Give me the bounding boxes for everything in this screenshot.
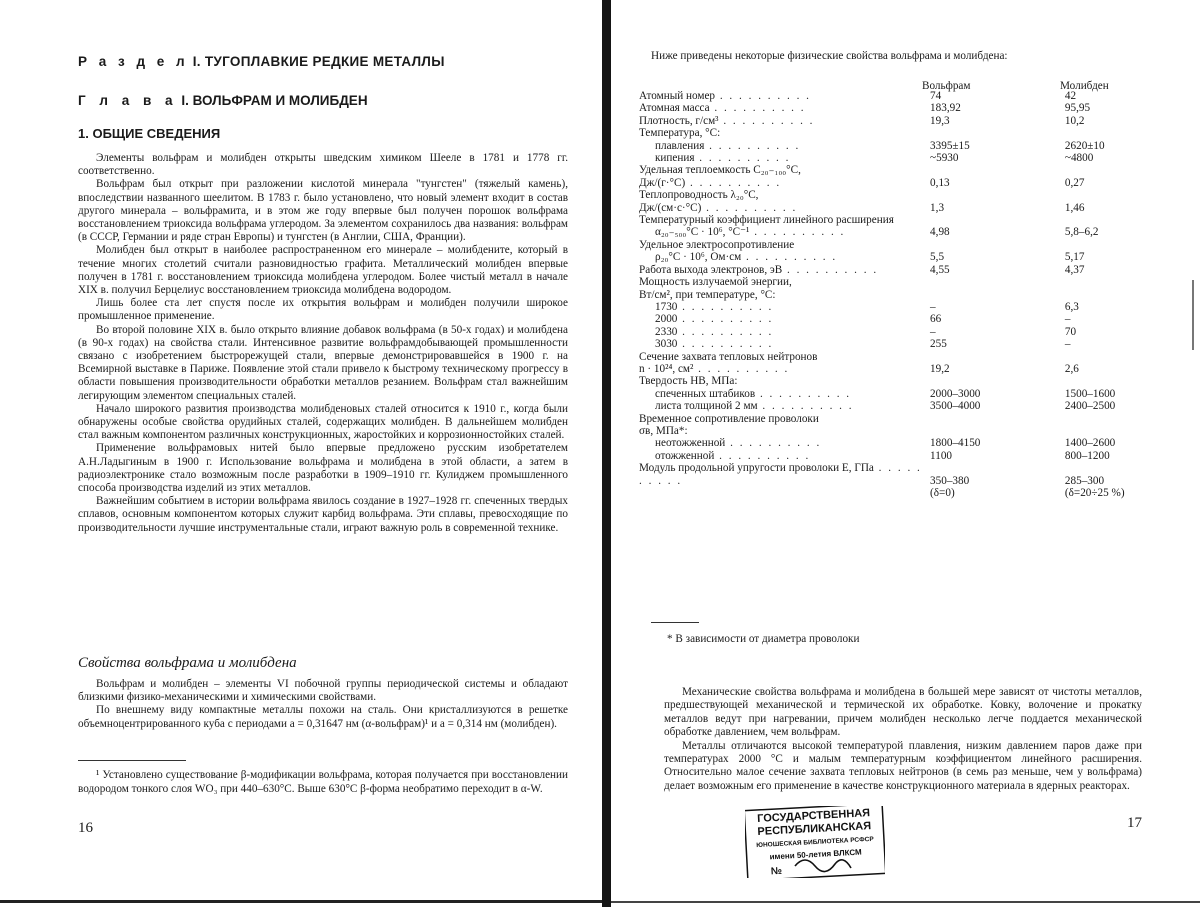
table-row xyxy=(639,189,1199,201)
property-label: Работа выхода электронов, эВ . . . xyxy=(639,264,930,276)
property-label: Температурный коэффициент линейного расширения xyxy=(639,214,894,227)
molybdenum-value xyxy=(1065,214,1199,226)
table-row xyxy=(639,289,1199,301)
molybdenum-value xyxy=(1065,289,1199,301)
left-page xyxy=(0,0,602,900)
table-row xyxy=(639,400,1199,412)
property-label xyxy=(639,487,930,499)
molybdenum-value xyxy=(1065,239,1199,251)
page-bottom-edge-left xyxy=(0,900,602,903)
table-row xyxy=(639,462,1199,487)
property-label: Модуль продольной упругости проволоки E, ГПа . . . xyxy=(639,462,930,487)
tungsten-value: 3500–4000 xyxy=(930,400,981,413)
footnote-rule xyxy=(78,760,186,761)
table-row xyxy=(639,264,1199,276)
property-label: Удельная теплоемкость C₂₀₋₁₀₀°C, xyxy=(639,164,801,177)
tungsten-value: (δ=0) xyxy=(930,487,955,499)
table-row xyxy=(639,351,1199,363)
tungsten-value: 1,3 xyxy=(930,201,945,214)
tungsten-value: 1100 xyxy=(930,449,953,462)
stamp-handwritten-number xyxy=(795,860,851,872)
stamp-line-1: ГОСУДАРСТВЕННАЯ xyxy=(756,807,871,825)
molybdenum-value: 10,2 xyxy=(1064,114,1085,127)
tungsten-value: 74 xyxy=(930,90,942,102)
section-label: Р а з д е л xyxy=(78,54,189,69)
table-row xyxy=(639,90,1199,102)
property-label: Дж/(см·с·°С) . . . xyxy=(639,202,930,214)
properties-subheading: Свойства вольфрама и молибдена xyxy=(78,655,297,671)
property-label: n · 10²⁴, см² . . . xyxy=(639,363,930,375)
property-label: σв, МПа*: xyxy=(639,424,688,437)
property-label: отожженной . . . xyxy=(639,450,930,462)
paragraph: Вольфрам и молибден – элементы VI побочной группы периодической системы и обладают близкими физико-механическими и химическими свойствами. xyxy=(78,678,568,704)
molybdenum-value: – xyxy=(1064,338,1071,351)
property-label: ρ₂₀°C · 10⁶, Ом·см . . . xyxy=(639,251,930,263)
property-label: кипения . . . xyxy=(639,152,930,164)
tungsten-value: 5,5 xyxy=(930,251,945,264)
tungsten-value: – xyxy=(930,300,936,313)
chapter-label: Г л а в а xyxy=(78,93,178,108)
body-text-properties xyxy=(78,678,568,731)
table-row xyxy=(639,437,1199,449)
section-title xyxy=(78,54,445,69)
tungsten-value xyxy=(930,189,1065,201)
table-row xyxy=(639,102,1199,114)
property-label: Атомная масса . . . xyxy=(639,102,930,114)
tungsten-value: – xyxy=(930,325,936,338)
tungsten-value: 3395±15 xyxy=(930,139,970,152)
paragraph: Металлы отличаются высокой температурой плавления, низким давлением паров даже при температурах 2000 °С и малым температурным коэффициентом линейного расширения. Относительно малое сечение захвата тепловых нейтронов (в семь раз меньше, чем у вольфрама) делает возможным его применение в качестве конструкционного материала в ядерных реакторах. xyxy=(664,739,1142,792)
chapter-title xyxy=(78,93,368,108)
footnote-star: * В зависимости от диаметра проволоки xyxy=(667,633,860,645)
molybdenum-value: 5,8–6,2 xyxy=(1064,226,1099,239)
paragraph: Вольфрам был открыт при разложении кислотой минерала "тунгстен" (тяжелый камень), впоследствии названного шеелитом. В 1783 г. было установлено, что новый элемент входит в состав другого минерала – вольфрамита, и в этом же году впервые был получен порошок вольфрама восстановлением триоксида вольфрама углеродом. За элементом сохранилось два названия: вольфрам (в СССР, Германии и ряде стран Европы) и тунгстен (в Англии, США, Франции). xyxy=(78,178,568,244)
table-row xyxy=(639,413,1199,425)
tungsten-value: 2000–3000 xyxy=(930,387,981,400)
property-label: Температура, °С: xyxy=(639,127,721,140)
molybdenum-value: 0,27 xyxy=(1064,176,1085,189)
property-label: Дж/(г·°С) . . . xyxy=(639,177,930,189)
table-row xyxy=(639,152,1199,164)
table-row xyxy=(639,239,1199,251)
molybdenum-value: 800–1200 xyxy=(1064,449,1110,462)
table-row xyxy=(639,202,1199,214)
stamp-line-5: № xyxy=(770,865,783,878)
paragraph: Важнейшим событием в истории вольфрама явилось создание в 1927–1928 гг. спеченных твердых сплавов, основным компонентом которых служит карбид вольфрама. Эти сплавы, превосходящие по производительности лучшие инструментальные стали, играют важную роль в современной технике. xyxy=(78,495,568,534)
molybdenum-value: 70 xyxy=(1064,325,1077,338)
subsection-heading: 1. ОБЩИЕ СВЕДЕНИЯ xyxy=(78,126,221,141)
table-row xyxy=(639,338,1199,350)
table-row xyxy=(639,326,1199,338)
properties-table xyxy=(639,90,1199,499)
table-row xyxy=(639,450,1199,462)
tungsten-value xyxy=(930,127,1065,139)
molybdenum-value: 2620±10 xyxy=(1064,139,1105,152)
molybdenum-value: 1500–1600 xyxy=(1064,387,1116,400)
tungsten-value xyxy=(930,289,1065,301)
molybdenum-value xyxy=(1065,375,1199,387)
table-row xyxy=(639,487,1199,499)
tungsten-value xyxy=(930,351,1065,363)
page-number-right: 17 xyxy=(1127,815,1142,831)
paragraph: По внешнему виду компактные металлы похожи на сталь. Они кристаллизуются в решетке объемноцентрированного куба с периодами a = 0,31647 нм (α-вольфрам)¹ и a = 0,314 нм (молибден). xyxy=(78,704,568,730)
tungsten-value xyxy=(930,276,1065,288)
table-row xyxy=(639,388,1199,400)
body-text-right xyxy=(664,686,1142,793)
paragraph: Молибден был открыт в наиболее распространенном его минерале – молибдените, который в течение многих столетий считали разновидностью графита. Металлический молибден впервые получен в 1781 г. восстановлением триоксида молибдена углеродом. Более чистый металл в начале XIX в. получил Берцелиус восстановлением триоксида молибдена водородом. xyxy=(78,244,568,297)
table-row xyxy=(639,251,1199,263)
tungsten-value xyxy=(930,239,1065,251)
column-header-molybdenum: Молибден xyxy=(1060,80,1109,92)
property-label: Твердость НВ, МПа: xyxy=(639,375,738,388)
property-label: неотожженной . . . xyxy=(639,437,930,449)
property-label: Мощность излучаемой энергии, xyxy=(639,276,792,289)
table-row xyxy=(639,313,1199,325)
page-bottom-edge-right xyxy=(611,901,1200,903)
tungsten-value: 4,98 xyxy=(930,226,950,239)
tungsten-value: 19,3 xyxy=(930,114,950,127)
body-text-general xyxy=(78,152,568,535)
property-label: Удельное электросопротивление xyxy=(639,238,795,251)
paragraph: Лишь более ста лет спустя после их открытия вольфрам и молибден получили широкое промышленное применение. xyxy=(78,297,568,323)
property-label: α₂₀₋₅₀₀°C · 10⁶, °С⁻¹ . . . xyxy=(639,226,930,238)
section-title-text: ТУГОПЛАВКИЕ РЕДКИЕ МЕТАЛЛЫ xyxy=(204,54,445,69)
table-row xyxy=(639,164,1199,176)
table-row xyxy=(639,140,1199,152)
property-label: 3030 . . . xyxy=(639,338,930,350)
book-spine xyxy=(602,0,611,907)
property-label: 2330 . . . xyxy=(639,326,930,338)
tungsten-value: 0,13 xyxy=(930,176,950,189)
molybdenum-value: 6,3 xyxy=(1064,300,1079,313)
molybdenum-value: 1,46 xyxy=(1064,201,1085,214)
property-label: Вт/см², при температуре, °С: xyxy=(639,288,776,301)
table-row xyxy=(639,375,1199,387)
molybdenum-value: (δ=20÷25 %) xyxy=(1064,487,1125,499)
chapter-title-text: ВОЛЬФРАМ И МОЛИБДЕН xyxy=(192,93,368,108)
property-label: 1730 . . . xyxy=(639,301,930,313)
molybdenum-value xyxy=(1065,276,1199,288)
chapter-number: I. xyxy=(181,93,189,108)
molybdenum-value xyxy=(1065,351,1199,363)
paragraph: Применение вольфрамовых нитей было впервые предложено русским изобретателем А.Н.Ладыгиным в 1900 г. Использование вольфрама и молибдена в этой области, а затем в радиоэлектронике стало возможным после разработки в 1909–1910 гг. Кулиджем промышленного способа производства изделий из этих металлов. xyxy=(78,442,568,495)
tungsten-value: 4,55 xyxy=(930,263,950,276)
footnote-text: ¹ Установлено существование β-модификации вольфрама, которая получается при восстановлении водородом тонкого слоя WO₃ при 440–630°С. Выше 630°С β-форма необратимо переходит в α-W. xyxy=(78,769,568,795)
molybdenum-value: 95,95 xyxy=(1064,102,1091,115)
stamp-line-4: имени 50-летия ВЛКСМ xyxy=(769,847,862,862)
property-label: Теплопроводность λ₂₀°C, xyxy=(639,189,759,202)
property-label: спеченных штабиков . . . xyxy=(639,388,930,400)
molybdenum-value xyxy=(1065,413,1199,425)
table-row xyxy=(639,425,1199,437)
paragraph: Начало широкого развития производства молибденовых сталей относится к 1910 г., когда были обнаружены особые свойства орудийных сталей, содержащих молибден. В дальнейшем молибден стал важным компонентом различных конструкционных, жаростойких и коррозионностойких сталей. xyxy=(78,402,568,442)
tungsten-value: ~5930 xyxy=(930,152,959,165)
table-row xyxy=(639,226,1199,238)
molybdenum-value: 4,37 xyxy=(1064,263,1085,276)
property-label: плавления . . . xyxy=(639,140,930,152)
paragraph: Механические свойства вольфрама и молибдена в большей мере зависят от чистоты металлов, предшествующей механической и термической их обработке. Ковку, волочение и прокатку металлов ведут при нагревании, причем молибден несколько легче поддается механической обработке давлением, чем вольфрам. xyxy=(664,686,1142,739)
molybdenum-value: ~4800 xyxy=(1064,152,1094,165)
tungsten-value: 350–380 xyxy=(930,474,970,487)
molybdenum-value: 1400–2600 xyxy=(1064,437,1116,450)
molybdenum-value xyxy=(1065,127,1199,139)
property-label: Временное сопротивление проволоки xyxy=(639,412,819,425)
table-row xyxy=(639,127,1199,139)
tungsten-value: 183,92 xyxy=(930,102,961,115)
molybdenum-value: – xyxy=(1064,313,1071,326)
table-intro: Ниже приведены некоторые физические свойства вольфрама и молибдена: xyxy=(651,50,1008,62)
property-label: Плотность, г/см³ . . . xyxy=(639,115,930,127)
tungsten-value xyxy=(930,214,1065,226)
footnote-rule-right xyxy=(651,622,699,623)
table-row xyxy=(639,214,1199,226)
paragraph: Во второй половине XIX в. было открыто влияние добавок вольфрама (в 50-х годах) и молибдена (в 90-х годах) на свойства стали. Интенсивное развитие вольфрамдобывающей промышленности связано с изобретением быстрорежущей стали, впервые демонстрировавшейся в 1900 г. на Всемирной выставке в Париже. Появление этой стали привело к быстрому техническому прогрессу в области повышения производительности обработки металлов резанием. Вольфрам стал важнейшим легирующим элементом специальных сталей. xyxy=(78,323,568,402)
table-row xyxy=(639,177,1199,189)
tungsten-value: 19,2 xyxy=(930,362,950,375)
tungsten-value xyxy=(930,425,1065,437)
molybdenum-value: 285–300 xyxy=(1064,474,1105,487)
footnote xyxy=(78,769,568,796)
molybdenum-value: 2400–2500 xyxy=(1064,400,1116,413)
table-row xyxy=(639,363,1199,375)
tungsten-value xyxy=(930,375,1065,387)
property-label: Атомный номер . . . xyxy=(639,90,930,102)
molybdenum-value: 5,17 xyxy=(1064,251,1085,264)
molybdenum-value xyxy=(1065,164,1199,176)
stamp-line-2: РЕСПУБЛИКАНСКАЯ xyxy=(757,820,872,838)
molybdenum-value: 2,6 xyxy=(1064,362,1079,375)
tungsten-value: 1800–4150 xyxy=(930,437,981,450)
molybdenum-value: 42 xyxy=(1064,90,1077,102)
library-stamp xyxy=(745,806,885,878)
property-label: листа толщиной 2 мм . . . xyxy=(639,400,930,412)
molybdenum-value xyxy=(1065,189,1199,201)
tungsten-value xyxy=(930,413,1065,425)
table-row xyxy=(639,115,1199,127)
column-header-tungsten: Вольфрам xyxy=(922,80,971,92)
tungsten-value xyxy=(930,164,1065,176)
section-number: I. xyxy=(192,54,201,69)
property-label: 2000 . . . xyxy=(639,313,930,325)
table-row xyxy=(639,301,1199,313)
tungsten-value: 66 xyxy=(930,313,942,326)
table-row xyxy=(639,276,1199,288)
paragraph: Элементы вольфрам и молибден открыты шведским химиком Шееле в 1781 и 1778 гг. соответственно. xyxy=(78,152,568,178)
tungsten-value: 255 xyxy=(930,338,947,351)
molybdenum-value xyxy=(1065,425,1199,437)
stamp-line-3: ЮНОШЕСКАЯ БИБЛИОТЕКА РСФСР xyxy=(756,835,874,850)
page-number-left: 16 xyxy=(78,820,93,836)
property-label: Сечение захвата тепловых нейтронов xyxy=(639,350,818,363)
